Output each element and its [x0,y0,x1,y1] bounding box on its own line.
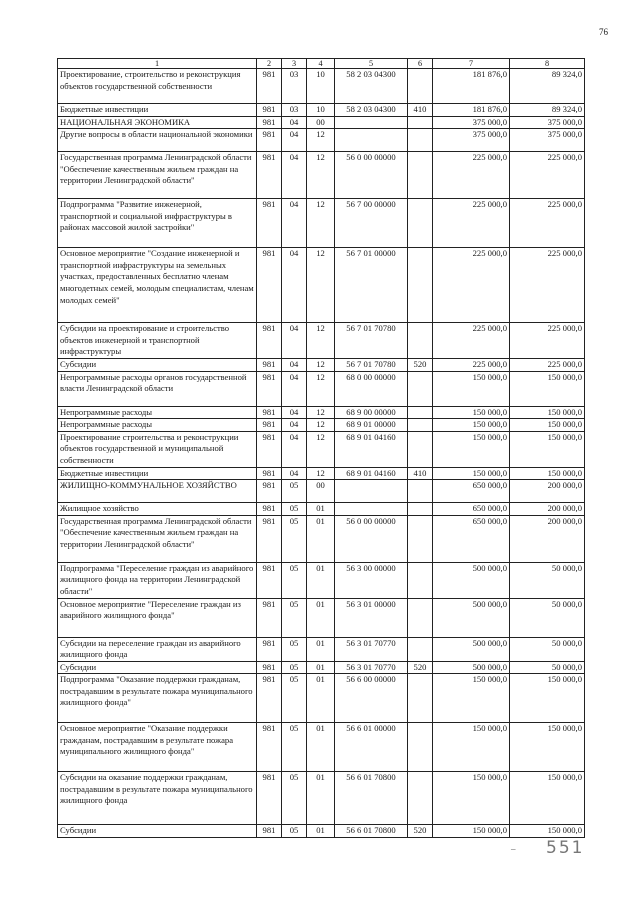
row-amount-1: 150 000,0 [433,467,510,480]
row-target-article [335,480,408,503]
header-cell: 7 [433,59,510,69]
row-amount-1: 150 000,0 [433,406,510,419]
row-section-code: 04 [282,371,307,406]
table-row [58,503,585,516]
row-name-cell: Другие вопросы в области национальной экономики [58,129,257,152]
table-row [58,772,585,825]
row-ministry-code: 981 [257,562,282,598]
page-number: 76 [599,27,608,37]
row-subsection-code: 01 [307,661,335,674]
row-section-code: 03 [282,104,307,117]
row-ministry-code: 981 [257,772,282,825]
row-name-cell: Подпрограмма "Развитие инженерной, транспортной и социальной инфраструктуры в районах массовой жилой застройки" [58,199,257,248]
row-expense-type [408,503,433,516]
row-target-article: 56 6 00 00000 [335,674,408,723]
row-expense-type [408,480,433,503]
row-ministry-code: 981 [257,431,282,467]
row-expense-type [408,419,433,432]
row-ministry-code: 981 [257,358,282,371]
row-subsection-code: 01 [307,503,335,516]
row-section-code: 04 [282,129,307,152]
row-name-cell: Основное мероприятие "Создание инженерной и транспортной инфраструктуры на земельных участках, предоставленных бесплатно членам многодетных семей, молодым специалистам, членам молодых семей" [58,248,257,323]
row-amount-2: 150 000,0 [510,825,585,838]
row-ministry-code: 981 [257,637,282,661]
row-amount-1: 500 000,0 [433,598,510,637]
row-name-cell: ЖИЛИЩНО-КОММУНАЛЬНОЕ ХОЗЯЙСТВО [58,480,257,503]
row-ministry-code: 981 [257,406,282,419]
row-ministry-code: 981 [257,503,282,516]
row-name-cell: Непрограммные расходы [58,419,257,432]
row-amount-2: 150 000,0 [510,723,585,772]
row-name-cell: Субсидии на переселение граждан из аварийного жилищного фонда [58,637,257,661]
row-subsection-code: 12 [307,406,335,419]
row-subsection-code: 01 [307,723,335,772]
row-target-article: 56 6 01 70800 [335,772,408,825]
row-target-article [335,116,408,129]
row-amount-1: 650 000,0 [433,503,510,516]
row-section-code: 05 [282,503,307,516]
row-expense-type: 410 [408,467,433,480]
row-ministry-code: 981 [257,129,282,152]
row-ministry-code: 981 [257,371,282,406]
row-name-cell: Проектирование строительства и реконструкции объектов государственной и муниципальной собственности [58,431,257,467]
footer-dash: – [511,844,516,854]
table-row [58,152,585,199]
row-amount-2: 225 000,0 [510,248,585,323]
row-ministry-code: 981 [257,467,282,480]
row-name-cell: Проектирование, строительство и реконструкция объектов государственной собственности [58,69,257,104]
row-name-cell: Основное мероприятие "Оказание поддержки гражданам, пострадавшим в результате пожара муниципального жилищного фонда" [58,723,257,772]
table-body [58,69,585,838]
row-expense-type [408,674,433,723]
row-subsection-code: 12 [307,152,335,199]
row-subsection-code: 00 [307,116,335,129]
row-subsection-code: 12 [307,467,335,480]
row-name-cell: Государственная программа Ленинградской области "Обеспечение качественным жильем граждан на территории Ленинградской области" [58,515,257,562]
row-amount-1: 650 000,0 [433,515,510,562]
row-expense-type [408,406,433,419]
row-subsection-code: 12 [307,419,335,432]
row-target-article: 56 3 01 70770 [335,661,408,674]
header-cell: 2 [257,59,282,69]
row-amount-2: 375 000,0 [510,129,585,152]
table-row [58,406,585,419]
row-amount-1: 375 000,0 [433,116,510,129]
row-section-code: 05 [282,772,307,825]
row-ministry-code: 981 [257,323,282,359]
header-cell: 8 [510,59,585,69]
row-amount-2: 150 000,0 [510,406,585,419]
row-section-code: 05 [282,515,307,562]
row-amount-1: 500 000,0 [433,661,510,674]
row-amount-1: 225 000,0 [433,152,510,199]
header-cell: 3 [282,59,307,69]
row-target-article [335,129,408,152]
row-target-article: 68 0 00 00000 [335,371,408,406]
row-section-code: 04 [282,116,307,129]
row-section-code: 04 [282,323,307,359]
budget-table [57,58,585,838]
row-amount-1: 375 000,0 [433,129,510,152]
row-amount-1: 181 876,0 [433,104,510,117]
table-row [58,104,585,117]
row-section-code: 04 [282,431,307,467]
row-expense-type [408,562,433,598]
row-subsection-code: 12 [307,371,335,406]
row-subsection-code: 01 [307,637,335,661]
row-name-cell: Бюджетные инвестиции [58,104,257,117]
row-target-article: 58 2 03 04300 [335,69,408,104]
row-ministry-code: 981 [257,69,282,104]
row-ministry-code: 981 [257,419,282,432]
row-expense-type: 410 [408,104,433,117]
row-subsection-code: 01 [307,772,335,825]
table-row [58,674,585,723]
row-expense-type [408,371,433,406]
row-expense-type [408,116,433,129]
row-name-cell: Субсидии на проектирование и строительство объектов инженерной и транспортной инфраструктуры [58,323,257,359]
row-name-cell: Подпрограмма "Переселение граждан из аварийного жилищного фонда на территории Ленинградской области" [58,562,257,598]
row-amount-1: 500 000,0 [433,637,510,661]
row-section-code: 05 [282,825,307,838]
row-amount-1: 150 000,0 [433,431,510,467]
row-expense-type [408,69,433,104]
table-row [58,199,585,248]
row-amount-2: 225 000,0 [510,199,585,248]
row-name-cell: Субсидии на оказание поддержки гражданам, пострадавшим в результате пожара муниципального жилищного фонда [58,772,257,825]
row-target-article: 56 0 00 00000 [335,515,408,562]
row-amount-1: 225 000,0 [433,248,510,323]
row-target-article: 56 7 00 00000 [335,199,408,248]
table-row [58,419,585,432]
row-ministry-code: 981 [257,661,282,674]
row-section-code: 04 [282,419,307,432]
row-subsection-code: 01 [307,825,335,838]
row-amount-2: 50 000,0 [510,637,585,661]
row-amount-2: 89 324,0 [510,104,585,117]
row-name-cell: Непрограммные расходы органов государственной власти Ленинградской области [58,371,257,406]
row-section-code: 05 [282,637,307,661]
row-section-code: 04 [282,358,307,371]
table-row [58,661,585,674]
header-row [58,59,585,69]
row-subsection-code: 10 [307,69,335,104]
row-ministry-code: 981 [257,825,282,838]
row-amount-2: 225 000,0 [510,358,585,371]
row-target-article: 56 3 01 00000 [335,598,408,637]
table-row [58,116,585,129]
row-target-article: 56 6 01 70800 [335,825,408,838]
row-expense-type [408,323,433,359]
row-amount-1: 150 000,0 [433,772,510,825]
row-name-cell: Непрограммные расходы [58,406,257,419]
row-expense-type [408,129,433,152]
row-ministry-code: 981 [257,515,282,562]
row-ministry-code: 981 [257,152,282,199]
row-amount-2: 150 000,0 [510,467,585,480]
row-expense-type [408,637,433,661]
row-target-article: 68 9 01 04160 [335,467,408,480]
row-subsection-code: 12 [307,323,335,359]
row-amount-2: 225 000,0 [510,152,585,199]
row-amount-1: 150 000,0 [433,825,510,838]
row-name-cell: Субсидии [58,358,257,371]
row-amount-2: 89 324,0 [510,69,585,104]
row-subsection-code: 01 [307,598,335,637]
row-ministry-code: 981 [257,674,282,723]
header-cell: 6 [408,59,433,69]
row-amount-1: 650 000,0 [433,480,510,503]
row-amount-2: 150 000,0 [510,419,585,432]
table-row [58,515,585,562]
row-target-article [335,503,408,516]
row-target-article: 56 7 01 00000 [335,248,408,323]
stamp-number: 551 [546,838,585,858]
row-amount-2: 150 000,0 [510,674,585,723]
row-subsection-code: 12 [307,431,335,467]
row-amount-2: 50 000,0 [510,598,585,637]
table-row [58,825,585,838]
table-row [58,480,585,503]
row-subsection-code: 12 [307,358,335,371]
row-section-code: 05 [282,674,307,723]
row-expense-type: 520 [408,661,433,674]
row-ministry-code: 981 [257,116,282,129]
row-target-article: 68 9 00 00000 [335,406,408,419]
row-amount-2: 50 000,0 [510,562,585,598]
table-row [58,467,585,480]
row-amount-1: 150 000,0 [433,674,510,723]
row-target-article: 68 9 01 00000 [335,419,408,432]
row-expense-type [408,199,433,248]
row-expense-type [408,152,433,199]
row-target-article: 56 0 00 00000 [335,152,408,199]
row-target-article: 56 3 00 00000 [335,562,408,598]
table-row [58,129,585,152]
row-section-code: 05 [282,480,307,503]
row-amount-2: 150 000,0 [510,431,585,467]
row-subsection-code: 12 [307,248,335,323]
row-expense-type [408,772,433,825]
row-ministry-code: 981 [257,199,282,248]
row-name-cell: Жилищное хозяйство [58,503,257,516]
row-amount-2: 200 000,0 [510,480,585,503]
row-amount-1: 225 000,0 [433,199,510,248]
row-expense-type [408,431,433,467]
row-expense-type: 520 [408,825,433,838]
row-amount-1: 500 000,0 [433,562,510,598]
row-name-cell: НАЦИОНАЛЬНАЯ ЭКОНОМИКА [58,116,257,129]
row-section-code: 05 [282,598,307,637]
table-row [58,431,585,467]
row-name-cell: Государственная программа Ленинградской области "Обеспечение качественным жильем граждан на территории Ленинградской области" [58,152,257,199]
row-name-cell: Основное мероприятие "Переселение граждан из аварийного жилищного фонда" [58,598,257,637]
row-amount-1: 150 000,0 [433,723,510,772]
row-ministry-code: 981 [257,723,282,772]
row-subsection-code: 12 [307,199,335,248]
row-expense-type [408,598,433,637]
table-row [58,637,585,661]
header-cell: 4 [307,59,335,69]
row-amount-2: 50 000,0 [510,661,585,674]
row-amount-2: 375 000,0 [510,116,585,129]
row-section-code: 04 [282,406,307,419]
table-row [58,358,585,371]
table-row [58,598,585,637]
row-section-code: 05 [282,562,307,598]
row-target-article: 68 9 01 04160 [335,431,408,467]
row-name-cell: Субсидии [58,825,257,838]
row-amount-1: 225 000,0 [433,323,510,359]
row-section-code: 05 [282,661,307,674]
row-amount-2: 200 000,0 [510,503,585,516]
row-amount-1: 150 000,0 [433,419,510,432]
row-ministry-code: 981 [257,248,282,323]
row-section-code: 04 [282,152,307,199]
table-row [58,69,585,104]
row-subsection-code: 01 [307,562,335,598]
row-section-code: 04 [282,248,307,323]
row-amount-1: 181 876,0 [433,69,510,104]
table-row [58,248,585,323]
row-amount-2: 150 000,0 [510,371,585,406]
row-amount-2: 200 000,0 [510,515,585,562]
header-cell: 5 [335,59,408,69]
row-amount-2: 225 000,0 [510,323,585,359]
row-name-cell: Бюджетные инвестиции [58,467,257,480]
row-amount-2: 150 000,0 [510,772,585,825]
row-expense-type [408,515,433,562]
header-cell: 1 [58,59,257,69]
row-section-code: 04 [282,467,307,480]
row-target-article: 56 7 01 70780 [335,323,408,359]
row-section-code: 05 [282,723,307,772]
row-target-article: 56 3 01 70770 [335,637,408,661]
row-name-cell: Подпрограмма "Оказание поддержки гражданам, пострадавшим в результате пожара муниципального жилищного фонда" [58,674,257,723]
row-ministry-code: 981 [257,104,282,117]
table-row [58,323,585,359]
row-expense-type: 520 [408,358,433,371]
table-row [58,371,585,406]
row-target-article: 56 6 01 00000 [335,723,408,772]
row-name-cell: Субсидии [58,661,257,674]
row-ministry-code: 981 [257,598,282,637]
row-amount-1: 225 000,0 [433,358,510,371]
row-section-code: 04 [282,199,307,248]
row-subsection-code: 10 [307,104,335,117]
table-row [58,562,585,598]
row-target-article: 58 2 03 04300 [335,104,408,117]
row-expense-type [408,248,433,323]
row-section-code: 03 [282,69,307,104]
row-expense-type [408,723,433,772]
row-amount-1: 150 000,0 [433,371,510,406]
row-subsection-code: 01 [307,515,335,562]
table-row [58,723,585,772]
row-target-article: 56 7 01 70780 [335,358,408,371]
row-subsection-code: 01 [307,674,335,723]
row-subsection-code: 00 [307,480,335,503]
row-subsection-code: 12 [307,129,335,152]
row-ministry-code: 981 [257,480,282,503]
